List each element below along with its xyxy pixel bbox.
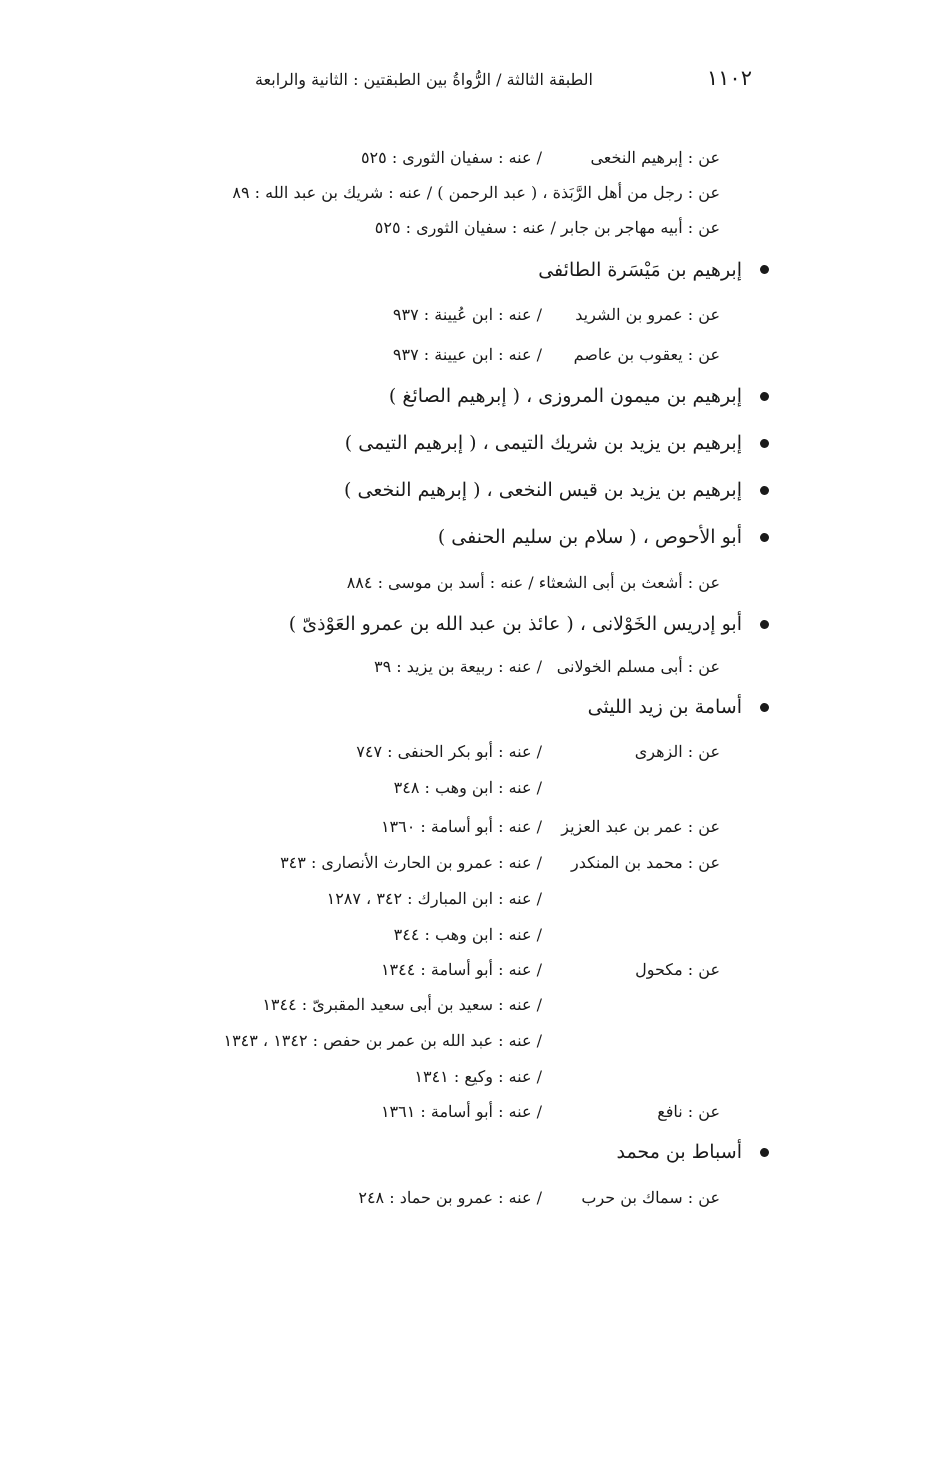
line-6: عن : أشعث بن أبى الشعثاء / عنه : أسد بن موسى : ٨٨٤ xyxy=(346,573,720,592)
line-15-narrator: / عنه : سعيد بن أبى سعيد المقبرىّ : ١٣٤٤ xyxy=(262,995,542,1014)
line-7-from: عن : أبى مسلم الخولانى xyxy=(556,657,720,676)
line-18-narrator: / عنه : أبو أسامة : ١٣٦١ xyxy=(380,1102,542,1121)
line-18-from: عن : نافع xyxy=(657,1102,720,1121)
line-14-from: عن : مكحول xyxy=(635,960,720,979)
entry-asbat-ibn-muhammad: أسباط بن محمد xyxy=(616,1141,742,1163)
entry-ibrahim-maymun: إبرهيم بن ميمون المروزى ، ( إبرهيم الصائغ ) xyxy=(388,385,742,407)
line-13-narrator: / عنه : ابن وهب : ٣٤٤ xyxy=(393,925,542,944)
line-19-narrator: / عنه : عمرو بن حماد : ٢٤٨ xyxy=(358,1188,542,1207)
bullet-marker xyxy=(760,1148,769,1157)
bullet-marker xyxy=(760,486,769,495)
entry-ibrahim-nakhai: إبرهيم بن يزيد بن قيس النخعى ، ( إبرهيم النخعى ) xyxy=(344,479,742,501)
line-1-from: عن : إبرهيم النخعى xyxy=(590,148,720,167)
page-number: ١١٠٢ xyxy=(706,66,752,90)
line-16-narrator: / عنه : عبد الله بن عمر بن حفص : ١٣٤٢ ، ١٣٤٣ xyxy=(223,1031,542,1050)
line-11-from: عن : محمد بن المنكدر xyxy=(571,853,720,872)
line-4-narrator: / عنه : ابن عُيينة : ٩٣٧ xyxy=(392,305,542,324)
bullet-marker xyxy=(760,620,769,629)
bullet-marker xyxy=(760,265,769,274)
line-3: عن : أبيه مهاجر بن جابر / عنه : سفيان الثورى : ٥٢٥ xyxy=(374,218,720,237)
line-8-from: عن : الزهرى xyxy=(634,742,720,761)
entry-usama-ibn-zayd: أسامة بن زيد الليثى xyxy=(587,696,742,718)
bullet-marker xyxy=(760,392,769,401)
line-5-from: عن : يعقوب بن عاصم xyxy=(573,345,720,364)
line-2: عن : رجل من أهل الرَّبَذة ، ( عبد الرحمن ) / عنه : شريك بن عبد الله : ٨٩ xyxy=(232,183,720,202)
entry-abu-idris: أبو إدريس الخَوْلانى ، ( عائذ بن عبد الله بن عمرو العَوْذىّ ) xyxy=(288,613,742,635)
line-10-from: عن : عمر بن عبد العزيز xyxy=(561,817,720,836)
line-9-narrator: / عنه : ابن وهب : ٣٤٨ xyxy=(393,778,542,797)
bullet-marker xyxy=(760,439,769,448)
running-title: الطبقة الثالثة / الرُّواةُ بين الطبقتين : الثانية والرابعة xyxy=(254,70,593,89)
entry-ibrahim-maysara: إبرهيم بن مَيْسَرة الطائفى xyxy=(538,259,742,281)
line-4-from: عن : عمرو بن الشريد xyxy=(575,305,720,324)
line-19-from: عن : سماك بن حرب xyxy=(581,1188,720,1207)
entry-abu-al-ahwas: أبو الأحوص ، ( سلام بن سليم الحنفى ) xyxy=(437,526,742,548)
line-8-narrator: / عنه : أبو بكر الحنفى : ٧٤٧ xyxy=(356,742,542,761)
line-14-narrator: / عنه : أبو أسامة : ١٣٤٤ xyxy=(380,960,542,979)
line-5-narrator: / عنه : ابن عيينة : ٩٣٧ xyxy=(392,345,542,364)
line-11-narrator: / عنه : عمرو بن الحارث الأنصارى : ٣٤٣ xyxy=(280,853,542,872)
line-10-narrator: / عنه : أبو أسامة : ١٣٦٠ xyxy=(380,817,542,836)
line-7-narrator: / عنه : ربيعة بن يزيد : ٣٩ xyxy=(374,657,542,676)
line-12-narrator: / عنه : ابن المبارك : ٣٤٢ ، ١٢٨٧ xyxy=(326,889,542,908)
bullet-marker xyxy=(760,703,769,712)
entry-ibrahim-taymi: إبرهيم بن يزيد بن شريك التيمى ، ( إبرهيم التيمى ) xyxy=(344,432,742,454)
line-17-narrator: / عنه : وكيع : ١٣٤١ xyxy=(414,1067,542,1086)
line-1-narrator: / عنه : سفيان الثورى : ٥٢٥ xyxy=(360,148,542,167)
bullet-marker xyxy=(760,533,769,542)
